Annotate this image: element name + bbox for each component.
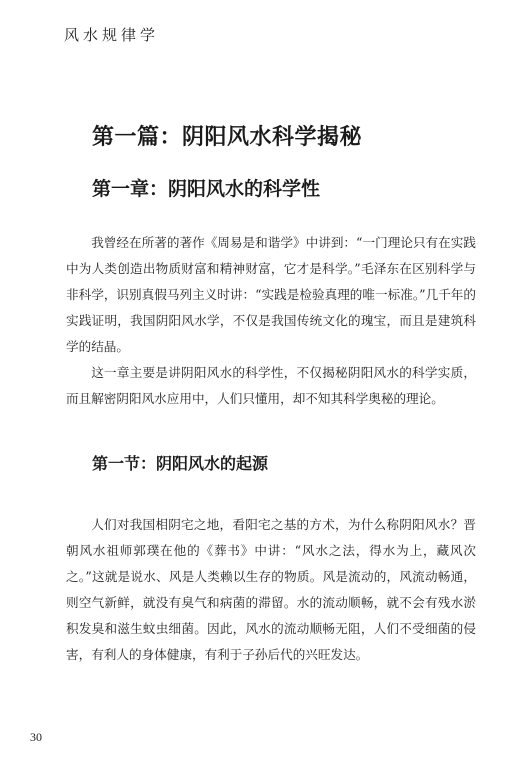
chapter-paragraph-2: 这一章主要是讲阴阳风水的科学性，不仅揭秘阴阳风水的科学实质，而且解密阴阳风水应用中，人们只懂用，却不知其科学奥秘的理论。 bbox=[66, 365, 476, 406]
running-header: 风水规律学 bbox=[64, 26, 160, 44]
page-number: 30 bbox=[30, 730, 42, 744]
chapter-body bbox=[66, 230, 476, 412]
chapter-title: 第一章：阴阳风水的科学性 bbox=[92, 178, 321, 200]
section-paragraph-1: 人们对我国相阴宅之地，看阳宅之基的方术，为什么称阴阳风水？晋朝风水祖师郭璞在他的《葬书》中讲：“风水之法，得水为上，藏风次之。”这就是说水、风是人类赖以生存的物质。风是流动的，风流动畅通，则空气新鲜，就没有臭气和病菌的滞留。水的流动顺畅，就不会有残水淤积发臭和滋生蚊虫细菌。因此，风水的流动顺畅无阻，人们不受细菌的侵害，有利人的身体健康，有利于子孙后代的兴旺发达。 bbox=[66, 517, 476, 662]
chapter-paragraph-1: 我曾经在所著的著作《周易是和谐学》中讲到：“一门理论只有在实践中为人类创造出物质财富和精神财富，它才是科学。”毛泽东在区别科学与非科学，识别真假马列主义时讲：“实践是检验真理的唯一标准。”几千年的实践证明，我国阴阳风水学，不仅是我国传统文化的瑰宝，而且是建筑科学的结晶。 bbox=[66, 235, 476, 354]
section-body bbox=[66, 512, 476, 668]
section-title: 第一节：阴阳风水的起源 bbox=[92, 454, 269, 473]
part-title: 第一篇：阴阳风水科学揭秘 bbox=[92, 124, 363, 150]
